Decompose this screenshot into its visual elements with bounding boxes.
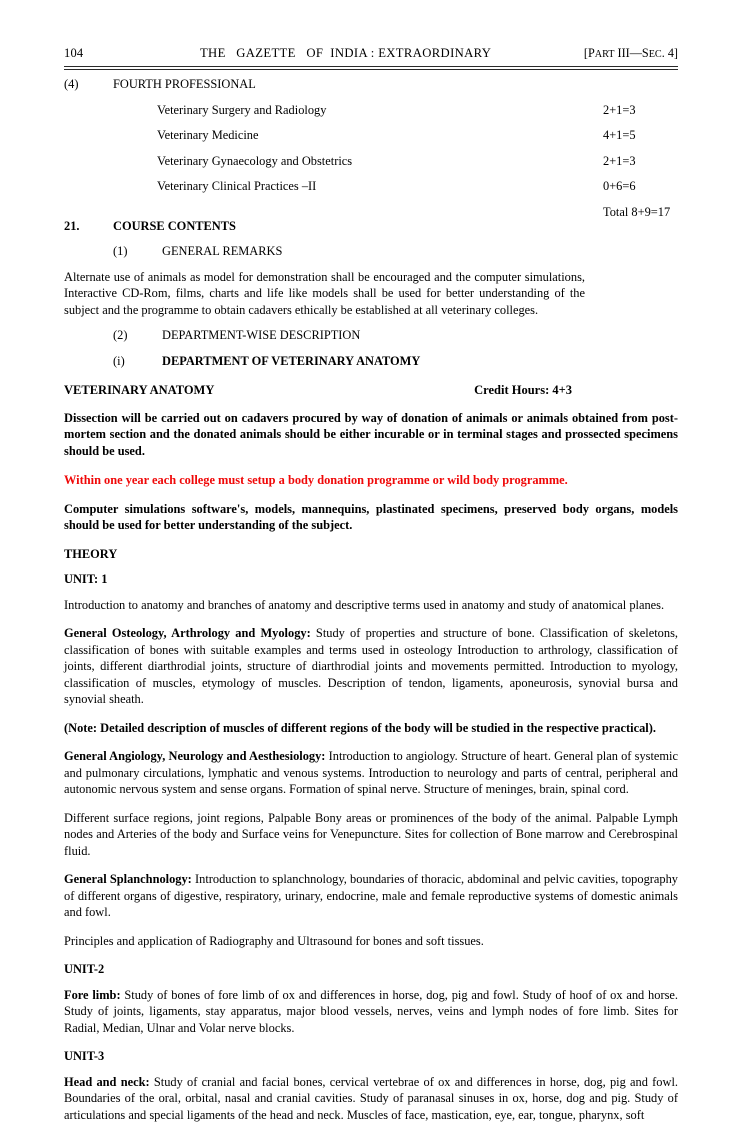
muscles-note: (Note: Detailed description of muscles of different regions of the body will be studied in the respective practical). bbox=[64, 720, 656, 735]
department-anatomy-heading: DEPARTMENT OF VETERINARY ANATOMY bbox=[162, 353, 421, 368]
general-osteology-text: Study of properties and structure of bone. Classification of skeletons, classification of bones with suitable examples and terms used in osteology Introduction to arthrology, classification of joints, different diarthrodial joints, structure of diarthrodial joints and movements permitted. Introduction to myology, classification of muscles, etymology of muscles. Description of tendon, ligaments, aponeurosis, synovial bursa and synovial sheath. bbox=[64, 626, 678, 707]
general-osteology-label: General Osteology, Arthrology and Myology: bbox=[64, 626, 311, 641]
unit-heading-1: UNIT: 1 bbox=[64, 572, 108, 587]
general-angiology-text: Introduction to angiology. Structure of heart. General plan of systemic and pulmonary circulations, lymphatic and venous systems. Introduction to neurology and parts of central, peripheral and autonomic nervous system and sense organs. Formation of spinal nerve. Structure of meninges, brain, spinal cord. bbox=[64, 749, 678, 797]
head-and-neck-label: Head and neck: bbox=[64, 1074, 150, 1089]
header-rule-top bbox=[64, 66, 678, 67]
general-remarks-body: Alternate use of animals as model for demonstration shall be encouraged and the computer simulations, Interactive CD-Rom, films, charts and life like models shall be used for better understanding of the subject and the programme to obtain cadavers ethically be established at all veterinary colleges. bbox=[64, 269, 585, 317]
subject-credits: 2+1=3 bbox=[603, 153, 636, 168]
subject-credits: 0+6=6 bbox=[603, 179, 636, 193]
unit-heading-3: UNIT-3 bbox=[64, 1049, 105, 1064]
subject-row bbox=[157, 102, 678, 119]
anatomy-credit-hours: Credit Hours: 4+3 bbox=[474, 383, 572, 397]
general-splanchnology-label: General Splanchnology: bbox=[64, 872, 192, 887]
subject-row bbox=[157, 153, 678, 170]
part-smallcaps-sec: EC bbox=[648, 49, 662, 60]
page-number: 104 bbox=[64, 46, 84, 60]
general-osteology-paragraph bbox=[64, 625, 678, 708]
general-splanchnology-text: Introduction to splanchnology, boundaries of thoracic, abdominal and pelvic cavities, topography of different organs of digestive, respiratory, urinary, endocrine, male and female reproductive systems of domestic animals and fowl. bbox=[64, 872, 678, 920]
header-rule-bottom bbox=[64, 69, 678, 70]
page-content bbox=[64, 76, 678, 1135]
subject-row bbox=[157, 127, 678, 144]
department-anatomy-number: (i) bbox=[113, 353, 125, 368]
fore-limb-text: Study of bones of fore limb of ox and differences in horse, dog, pig and fowl. Study of hoof of ox and horse. Study of joints, ligaments, stay apparatus, major blood vessels, nerves, veins and lymph nodes of fore limb. Sites for Radial, Median, Ulnar and Volar nerve blocks. bbox=[64, 987, 678, 1035]
part-section-label bbox=[584, 46, 678, 61]
surface-regions-paragraph: Different surface regions, joint regions, Palpable Bony areas or prominences of the body of the animal. Palpable Lymph nodes and Arteries of the body and Surface veins for Venepuncture. Sites for collection of Bone marrow and Cerebrospinal fluid. bbox=[64, 810, 678, 858]
radiography-paragraph: Principles and application of Radiography and Ultrasound for bones and soft tissues. bbox=[64, 933, 484, 948]
subject-total: Total 8+9=17 bbox=[603, 204, 671, 219]
subject-name: Veterinary Gynaecology and Obstetrics bbox=[157, 153, 353, 168]
course-contents-heading-row bbox=[64, 218, 678, 235]
part-prefix: [P bbox=[583, 46, 595, 60]
general-angiology-label: General Angiology, Neurology and Aesthesiology: bbox=[64, 749, 326, 764]
dissection-note: Dissection will be carried out on cadavers procured by way of donation of animals or animals obtained from post-mortem section and the donated animals should be either incurable or in terminal stages and prossected specimens should be used. bbox=[64, 410, 678, 458]
subject-row bbox=[157, 178, 678, 195]
simulation-note: Computer simulations software's, models, mannequins, plastinated specimens, preserved body organs, models should be used for better understanding of the subject. bbox=[64, 501, 678, 533]
subject-credits: 2+1=3 bbox=[603, 102, 636, 117]
fore-limb-paragraph bbox=[64, 987, 678, 1037]
general-angiology-paragraph bbox=[64, 748, 678, 798]
general-splanchnology-paragraph bbox=[64, 871, 678, 921]
subject-name: Veterinary Surgery and Radiology bbox=[157, 102, 327, 117]
general-remarks-heading-row bbox=[113, 243, 678, 260]
head-and-neck-paragraph bbox=[64, 1074, 678, 1124]
course-contents-heading: COURSE CONTENTS bbox=[113, 218, 236, 233]
fourth-professional-heading: FOURTH PROFESSIONAL bbox=[113, 77, 256, 91]
theory-heading: THEORY bbox=[64, 546, 118, 561]
subject-name: Veterinary Clinical Practices –II bbox=[157, 179, 317, 193]
publication-title: THE GAZETTE OF INDIA : EXTRAORDINARY bbox=[199, 46, 492, 60]
fourth-professional-number: (4) bbox=[64, 77, 79, 91]
anatomy-subject-headline bbox=[64, 382, 678, 399]
general-remarks-number: (1) bbox=[113, 244, 128, 258]
head-and-neck-text: Study of cranial and facial bones, cervical vertebrae of ox and differences in horse, dog, pig and fowl. Boundaries of the oral, orbital, nasal and cranial cavities. Study of paranasal sinuses in ox, horse, dog and pig. Study of articulations and special ligaments of the head and neck. Muscles of face, mastication, eye, ear, tongue, pharynx, soft bbox=[64, 1074, 678, 1122]
part-suffix: . 4] bbox=[661, 46, 678, 60]
page-running-header bbox=[64, 46, 678, 61]
fore-limb-label: Fore limb: bbox=[64, 987, 121, 1002]
part-middle: III—S bbox=[614, 46, 649, 60]
department-wise-heading-row bbox=[113, 327, 678, 344]
subject-name: Veterinary Medicine bbox=[157, 128, 259, 142]
fourth-professional-heading-row bbox=[64, 76, 678, 93]
department-wise-heading: DEPARTMENT-WISE DESCRIPTION bbox=[162, 328, 361, 342]
part-smallcaps-art: ART bbox=[594, 49, 615, 60]
unit1-intro-paragraph: Introduction to anatomy and branches of anatomy and descriptive terms used in anatomy and study of anatomical planes. bbox=[64, 597, 665, 612]
subject-credits: 4+1=5 bbox=[603, 128, 636, 142]
department-wise-number: (2) bbox=[113, 328, 128, 342]
red-body-donation-notice: Within one year each college must setup a body donation programme or wild body programme. bbox=[64, 473, 568, 488]
anatomy-subject-title: VETERINARY ANATOMY bbox=[64, 383, 215, 397]
unit-heading-2: UNIT-2 bbox=[64, 962, 105, 977]
header-divider bbox=[64, 66, 678, 70]
course-contents-number: 21. bbox=[64, 218, 80, 233]
department-anatomy-heading-row bbox=[113, 353, 678, 370]
general-remarks-heading: GENERAL REMARKS bbox=[162, 244, 283, 258]
